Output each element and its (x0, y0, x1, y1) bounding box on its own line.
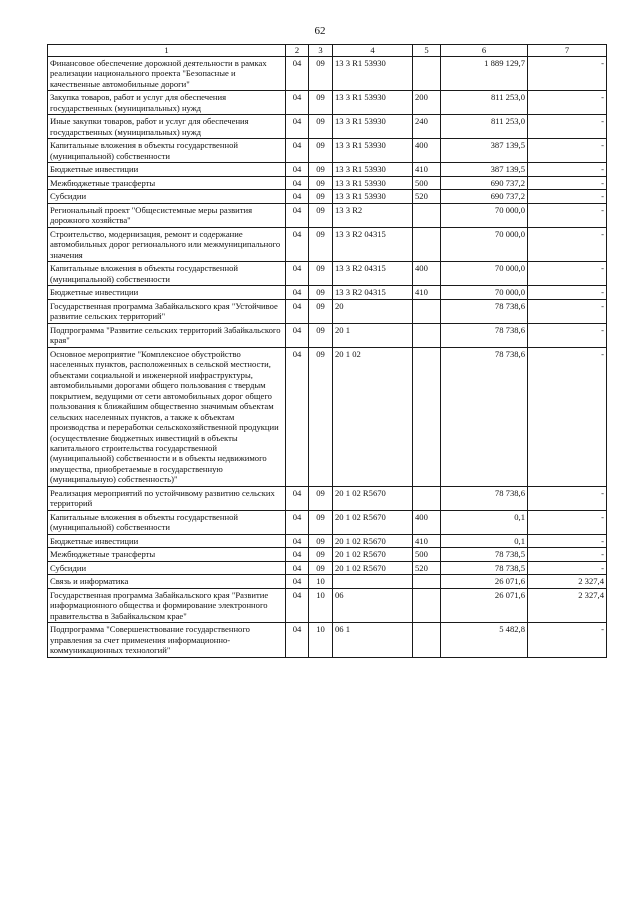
row-name-cell: Капитальные вложения в объекты государственной (муниципальной) собственности (48, 510, 286, 534)
section-code-cell: 04 (286, 299, 309, 323)
expense-type-cell: 400 (413, 510, 441, 534)
target-article-cell: 13 3 R1 53930 (333, 190, 413, 203)
amount-cell: 70 000,0 (441, 286, 528, 299)
table-row (48, 534, 607, 547)
subsection-code-cell: 09 (309, 299, 333, 323)
row-name-cell: Строительство, модернизация, ремонт и содержание автомобильных дорог регионального или межмуниципального значения (48, 227, 286, 261)
table-row (48, 588, 607, 622)
section-code-cell: 04 (286, 561, 309, 574)
expense-type-cell: 200 (413, 91, 441, 115)
row-name-cell: Государственная программа Забайкальского края "Развитие информационного общества и формирование электронного правительства в Забайкальском крае" (48, 588, 286, 622)
amount-cell: 78 738,6 (441, 299, 528, 323)
table-row (48, 203, 607, 227)
amount-cell: 78 738,6 (441, 486, 528, 510)
table-row (48, 286, 607, 299)
target-article-cell: 20 1 02 R5670 (333, 561, 413, 574)
expense-type-cell: 500 (413, 176, 441, 189)
amount-cell: 5 482,8 (441, 623, 528, 657)
subsection-code-cell: 09 (309, 139, 333, 163)
expense-type-cell (413, 486, 441, 510)
row-name-cell: Закупка товаров, работ и услуг для обеспечения государственных (муниципальных) нужд (48, 91, 286, 115)
target-article-cell: 20 1 02 (333, 347, 413, 486)
amount-cell: 78 738,6 (441, 323, 528, 347)
subsection-code-cell: 10 (309, 588, 333, 622)
section-code-cell: 04 (286, 510, 309, 534)
row-name-cell: Реализация мероприятий по устойчивому развитию сельских территорий (48, 486, 286, 510)
subsection-code-cell: 09 (309, 486, 333, 510)
amount-federal-cell: - (528, 347, 607, 486)
table-row (48, 561, 607, 574)
expense-type-cell: 400 (413, 139, 441, 163)
amount-cell: 690 737,2 (441, 190, 528, 203)
table-row (48, 139, 607, 163)
amount-cell: 811 253,0 (441, 91, 528, 115)
amount-federal-cell: - (528, 91, 607, 115)
section-code-cell: 04 (286, 575, 309, 588)
section-code-cell: 04 (286, 227, 309, 261)
target-article-cell: 20 1 (333, 323, 413, 347)
row-name-cell: Основное мероприятие "Комплексное обустройство населенных пунктов, расположенных в сельской местности, объектами социальной и инженерной инфраструктуры, автомобильными дорогами общего пользования с твердым покрытием, ведущими от сети автомобильных дорог общего пользования к ближайшим общественно значимым объектам сельских населенных пунктов, а также к объектам производства и переработки сельскохозяйственной продукции (осуществление бюджетных инвестиций в объекты капитального строительства государственной (муниципальной) собственности и в объекты недвижимого имущества, приобретаемые в государственную (муниципальную) собственность)" (48, 347, 286, 486)
table-row (48, 623, 607, 657)
table-row (48, 548, 607, 561)
amount-federal-cell: - (528, 534, 607, 547)
amount-cell: 690 737,2 (441, 176, 528, 189)
amount-federal-cell: - (528, 286, 607, 299)
amount-cell: 811 253,0 (441, 115, 528, 139)
row-name-cell: Субсидии (48, 190, 286, 203)
subsection-code-cell: 09 (309, 548, 333, 561)
expense-type-cell: 400 (413, 262, 441, 286)
column-header: 6 (441, 45, 528, 57)
table-row (48, 115, 607, 139)
subsection-code-cell: 09 (309, 190, 333, 203)
row-name-cell: Региональный проект "Общесистемные меры развития дорожного хозяйства" (48, 203, 286, 227)
subsection-code-cell: 09 (309, 286, 333, 299)
expense-type-cell: 240 (413, 115, 441, 139)
expense-type-cell: 410 (413, 534, 441, 547)
target-article-cell: 13 3 R2 04315 (333, 286, 413, 299)
table-row (48, 575, 607, 588)
target-article-cell: 13 3 R2 (333, 203, 413, 227)
section-code-cell: 04 (286, 534, 309, 547)
amount-cell: 70 000,0 (441, 262, 528, 286)
section-code-cell: 04 (286, 548, 309, 561)
amount-federal-cell: - (528, 262, 607, 286)
expense-type-cell: 520 (413, 561, 441, 574)
target-article-cell: 13 3 R2 04315 (333, 227, 413, 261)
section-code-cell: 04 (286, 588, 309, 622)
subsection-code-cell: 10 (309, 623, 333, 657)
amount-cell: 0,1 (441, 510, 528, 534)
amount-federal-cell: - (528, 299, 607, 323)
column-header: 4 (333, 45, 413, 57)
row-name-cell: Бюджетные инвестиции (48, 286, 286, 299)
target-article-cell: 13 3 R1 53930 (333, 57, 413, 91)
amount-federal-cell: - (528, 561, 607, 574)
amount-cell: 78 738,5 (441, 561, 528, 574)
expense-type-cell: 410 (413, 286, 441, 299)
row-name-cell: Межбюджетные трансферты (48, 176, 286, 189)
section-code-cell: 04 (286, 176, 309, 189)
table-row (48, 91, 607, 115)
target-article-cell (333, 575, 413, 588)
amount-federal-cell: - (528, 57, 607, 91)
subsection-code-cell: 09 (309, 347, 333, 486)
expense-type-cell (413, 623, 441, 657)
amount-cell: 1 889 129,7 (441, 57, 528, 91)
table-row (48, 163, 607, 176)
section-code-cell: 04 (286, 163, 309, 176)
subsection-code-cell: 09 (309, 510, 333, 534)
amount-federal-cell: - (528, 548, 607, 561)
subsection-code-cell: 09 (309, 227, 333, 261)
target-article-cell: 20 1 02 R5670 (333, 548, 413, 561)
target-article-cell: 20 1 02 R5670 (333, 534, 413, 547)
row-name-cell: Иные закупки товаров, работ и услуг для обеспечения государственных (муниципальных) нужд (48, 115, 286, 139)
table-row (48, 299, 607, 323)
target-article-cell: 06 1 (333, 623, 413, 657)
expense-type-cell (413, 347, 441, 486)
row-name-cell: Подпрограмма "Совершенствование государственного управления за счет применения информационно-коммуникационных технологий" (48, 623, 286, 657)
section-code-cell: 04 (286, 57, 309, 91)
section-code-cell: 04 (286, 139, 309, 163)
row-name-cell: Бюджетные инвестиции (48, 534, 286, 547)
amount-federal-cell: - (528, 486, 607, 510)
subsection-code-cell: 09 (309, 323, 333, 347)
subsection-code-cell: 09 (309, 57, 333, 91)
row-name-cell: Государственная программа Забайкальского края "Устойчивое развитие сельских территорий" (48, 299, 286, 323)
table-row (48, 486, 607, 510)
target-article-cell: 06 (333, 588, 413, 622)
column-header: 3 (309, 45, 333, 57)
amount-cell: 26 071,6 (441, 575, 528, 588)
amount-federal-cell: - (528, 623, 607, 657)
target-article-cell: 13 3 R2 04315 (333, 262, 413, 286)
subsection-code-cell: 09 (309, 91, 333, 115)
expense-type-cell (413, 57, 441, 91)
table-row (48, 176, 607, 189)
section-code-cell: 04 (286, 486, 309, 510)
amount-cell: 387 139,5 (441, 139, 528, 163)
column-header: 5 (413, 45, 441, 57)
target-article-cell: 13 3 R1 53930 (333, 163, 413, 176)
section-code-cell: 04 (286, 190, 309, 203)
section-code-cell: 04 (286, 115, 309, 139)
subsection-code-cell: 09 (309, 561, 333, 574)
budget-table (47, 44, 607, 658)
table-body (48, 57, 607, 658)
section-code-cell: 04 (286, 347, 309, 486)
row-name-cell: Капитальные вложения в объекты государственной (муниципальной) собственности (48, 139, 286, 163)
row-name-cell: Субсидии (48, 561, 286, 574)
row-name-cell: Межбюджетные трансферты (48, 548, 286, 561)
row-name-cell: Бюджетные инвестиции (48, 163, 286, 176)
amount-federal-cell: - (528, 176, 607, 189)
target-article-cell: 13 3 R1 53930 (333, 139, 413, 163)
target-article-cell: 13 3 R1 53930 (333, 91, 413, 115)
table-row (48, 227, 607, 261)
row-name-cell: Связь и информатика (48, 575, 286, 588)
amount-federal-cell: 2 327,4 (528, 588, 607, 622)
row-name-cell: Подпрограмма "Развитие сельских территорий Забайкальского края" (48, 323, 286, 347)
section-code-cell: 04 (286, 203, 309, 227)
amount-cell: 78 738,5 (441, 548, 528, 561)
amount-federal-cell: - (528, 203, 607, 227)
amount-federal-cell: - (528, 190, 607, 203)
table-row (48, 323, 607, 347)
section-code-cell: 04 (286, 286, 309, 299)
column-header: 1 (48, 45, 286, 57)
table-row (48, 510, 607, 534)
target-article-cell: 13 3 R1 53930 (333, 176, 413, 189)
subsection-code-cell: 09 (309, 163, 333, 176)
amount-federal-cell: - (528, 227, 607, 261)
section-code-cell: 04 (286, 262, 309, 286)
subsection-code-cell: 09 (309, 203, 333, 227)
amount-cell: 70 000,0 (441, 227, 528, 261)
amount-federal-cell: - (528, 115, 607, 139)
table-row (48, 262, 607, 286)
section-code-cell: 04 (286, 623, 309, 657)
expense-type-cell: 410 (413, 163, 441, 176)
expense-type-cell: 500 (413, 548, 441, 561)
expense-type-cell (413, 203, 441, 227)
amount-cell: 26 071,6 (441, 588, 528, 622)
amount-federal-cell: 2 327,4 (528, 575, 607, 588)
page-number: 62 (314, 25, 326, 37)
amount-federal-cell: - (528, 323, 607, 347)
expense-type-cell (413, 227, 441, 261)
subsection-code-cell: 09 (309, 534, 333, 547)
amount-cell: 387 139,5 (441, 163, 528, 176)
table-row (48, 190, 607, 203)
amount-cell: 78 738,6 (441, 347, 528, 486)
amount-cell: 0,1 (441, 534, 528, 547)
expense-type-cell (413, 323, 441, 347)
target-article-cell: 13 3 R1 53930 (333, 115, 413, 139)
amount-cell: 70 000,0 (441, 203, 528, 227)
row-name-cell: Капитальные вложения в объекты государственной (муниципальной) собственности (48, 262, 286, 286)
subsection-code-cell: 09 (309, 115, 333, 139)
section-code-cell: 04 (286, 323, 309, 347)
column-header: 7 (528, 45, 607, 57)
expense-type-cell (413, 575, 441, 588)
target-article-cell: 20 1 02 R5670 (333, 486, 413, 510)
table-header-row (48, 45, 607, 57)
column-header: 2 (286, 45, 309, 57)
target-article-cell: 20 1 02 R5670 (333, 510, 413, 534)
subsection-code-cell: 09 (309, 262, 333, 286)
expense-type-cell (413, 299, 441, 323)
section-code-cell: 04 (286, 91, 309, 115)
row-name-cell: Финансовое обеспечение дорожной деятельности в рамках реализации национального проекта "Безопасные и качественные автомобильные дороги" (48, 57, 286, 91)
expense-type-cell: 520 (413, 190, 441, 203)
table-row (48, 347, 607, 486)
table-row (48, 57, 607, 91)
subsection-code-cell: 09 (309, 176, 333, 189)
expense-type-cell (413, 588, 441, 622)
amount-federal-cell: - (528, 510, 607, 534)
subsection-code-cell: 10 (309, 575, 333, 588)
amount-federal-cell: - (528, 163, 607, 176)
target-article-cell: 20 (333, 299, 413, 323)
amount-federal-cell: - (528, 139, 607, 163)
